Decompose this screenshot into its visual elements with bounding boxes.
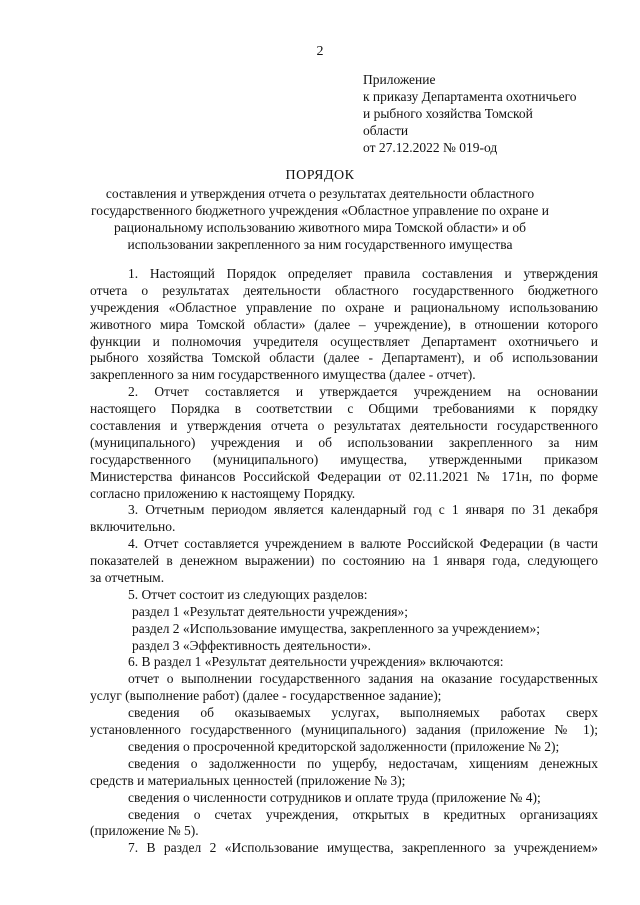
appendix-line: от 27.12.2022 № 019-од [363, 140, 498, 155]
body-line: отчета о результатах деятельности областного государственного бюджетного [90, 282, 598, 298]
body-line: (приложение № 5). [90, 823, 199, 839]
document-title: ПОРЯДОК [285, 168, 355, 183]
appendix-line: области [363, 123, 409, 138]
body-line: установленного государственного (муниципального) задания (приложение № 1); [90, 722, 598, 738]
body-line: согласно приложению к настоящему Порядку. [90, 485, 356, 501]
body-line: отчет о выполнении государственного задания на оказание государственных [128, 671, 598, 687]
body-line: составления и утверждения отчета о результатах деятельности государственного [90, 418, 598, 434]
body-line: раздел 1 «Результат деятельности учреждения»; [132, 603, 409, 619]
body-line: сведения о численности сотрудников и оплате труда (приложение № 4); [128, 789, 541, 805]
appendix-line: и рыбного хозяйства Томской [363, 106, 533, 121]
body-line: услуг (выполнение работ) (далее - государственное задание); [90, 688, 442, 704]
body-line: учреждения «Областное управление по охране и рациональному использованию [90, 299, 598, 315]
subtitle-line: рациональному использованию животного мира Томской области» и об [113, 220, 526, 235]
page-number: 2 [316, 44, 324, 59]
body-line: функции и полномочия учредителя осуществляет Департамент охотничьего и [90, 333, 598, 349]
body-line: средств и материальных ценностей (приложение № 3); [90, 772, 406, 788]
body-line: сведения о счетах учреждения, открытых в кредитных организациях [128, 806, 598, 822]
body-line: за отчетным. [90, 570, 165, 586]
appendix-block [363, 71, 613, 156]
body-line: 6. В раздел 1 «Результат деятельности учреждения» включаются: [128, 654, 504, 670]
body-line: показателей в денежном выражении) по состоянию на 1 января года, следующего [90, 553, 598, 569]
body-line: 1. Настоящий Порядок определяет правила составления и утверждения [128, 266, 598, 281]
subtitle-line: составления и утверждения отчета о результатах деятельности областного [105, 186, 535, 201]
body-line: включительно. [90, 519, 176, 535]
body-line: животного мира Томской области» (далее – учреждение), в отношении которого [90, 316, 598, 332]
body-line: рыбного хозяйства Томской области (далее - Департамент), и об использовании [90, 350, 598, 366]
body-line: 2. Отчет составляется и утверждается учреждением на основании [128, 384, 598, 400]
body-line: сведения о просроченной кредиторской задолженности (приложение № 2); [128, 738, 560, 754]
body-line: государственного (муниципального) имущества, утвержденными приказом [90, 451, 598, 467]
document-subtitle [90, 185, 550, 253]
body-line: Министерства финансов Российской Федерации от 02.11.2021 № 171н, по форме [90, 468, 598, 484]
body-line: 3. Отчетным периодом является календарный год с 1 января по 31 декабря [128, 502, 598, 518]
appendix-line: Приложение [363, 72, 436, 87]
body-line: закрепленного за ним государственного имущества (далее - отчет). [90, 367, 476, 383]
subtitle-line: использовании закрепленного за ним государственного имущества [127, 237, 513, 252]
body-line: сведения о задолженности по ущербу, недостачам, хищениям денежных [128, 755, 598, 771]
body-line: настоящего Порядка в соответствии с Общими требованиями к порядку [90, 401, 598, 417]
subtitle-line: государственного бюджетного учреждения «Областное управление по охране и [91, 203, 549, 218]
body-line: 4. Отчет составляется учреждением в валюте Российской Федерации (в части [128, 536, 598, 552]
body-line: (муниципального) учреждения и об использовании закрепленного за ним [90, 434, 598, 450]
document-body [90, 266, 598, 857]
body-line: 7. В раздел 2 «Использование имущества, закрепленного за учреждением» [128, 840, 598, 856]
appendix-line: к приказу Департамента охотничьего [363, 89, 577, 104]
body-line: сведения об оказываемых услугах, выполняемых работах сверх [128, 705, 598, 721]
body-line: 5. Отчет состоит из следующих разделов: [128, 586, 368, 602]
body-line: раздел 3 «Эффективность деятельности». [132, 637, 372, 653]
body-line: раздел 2 «Использование имущества, закрепленного за учреждением»; [132, 620, 540, 636]
